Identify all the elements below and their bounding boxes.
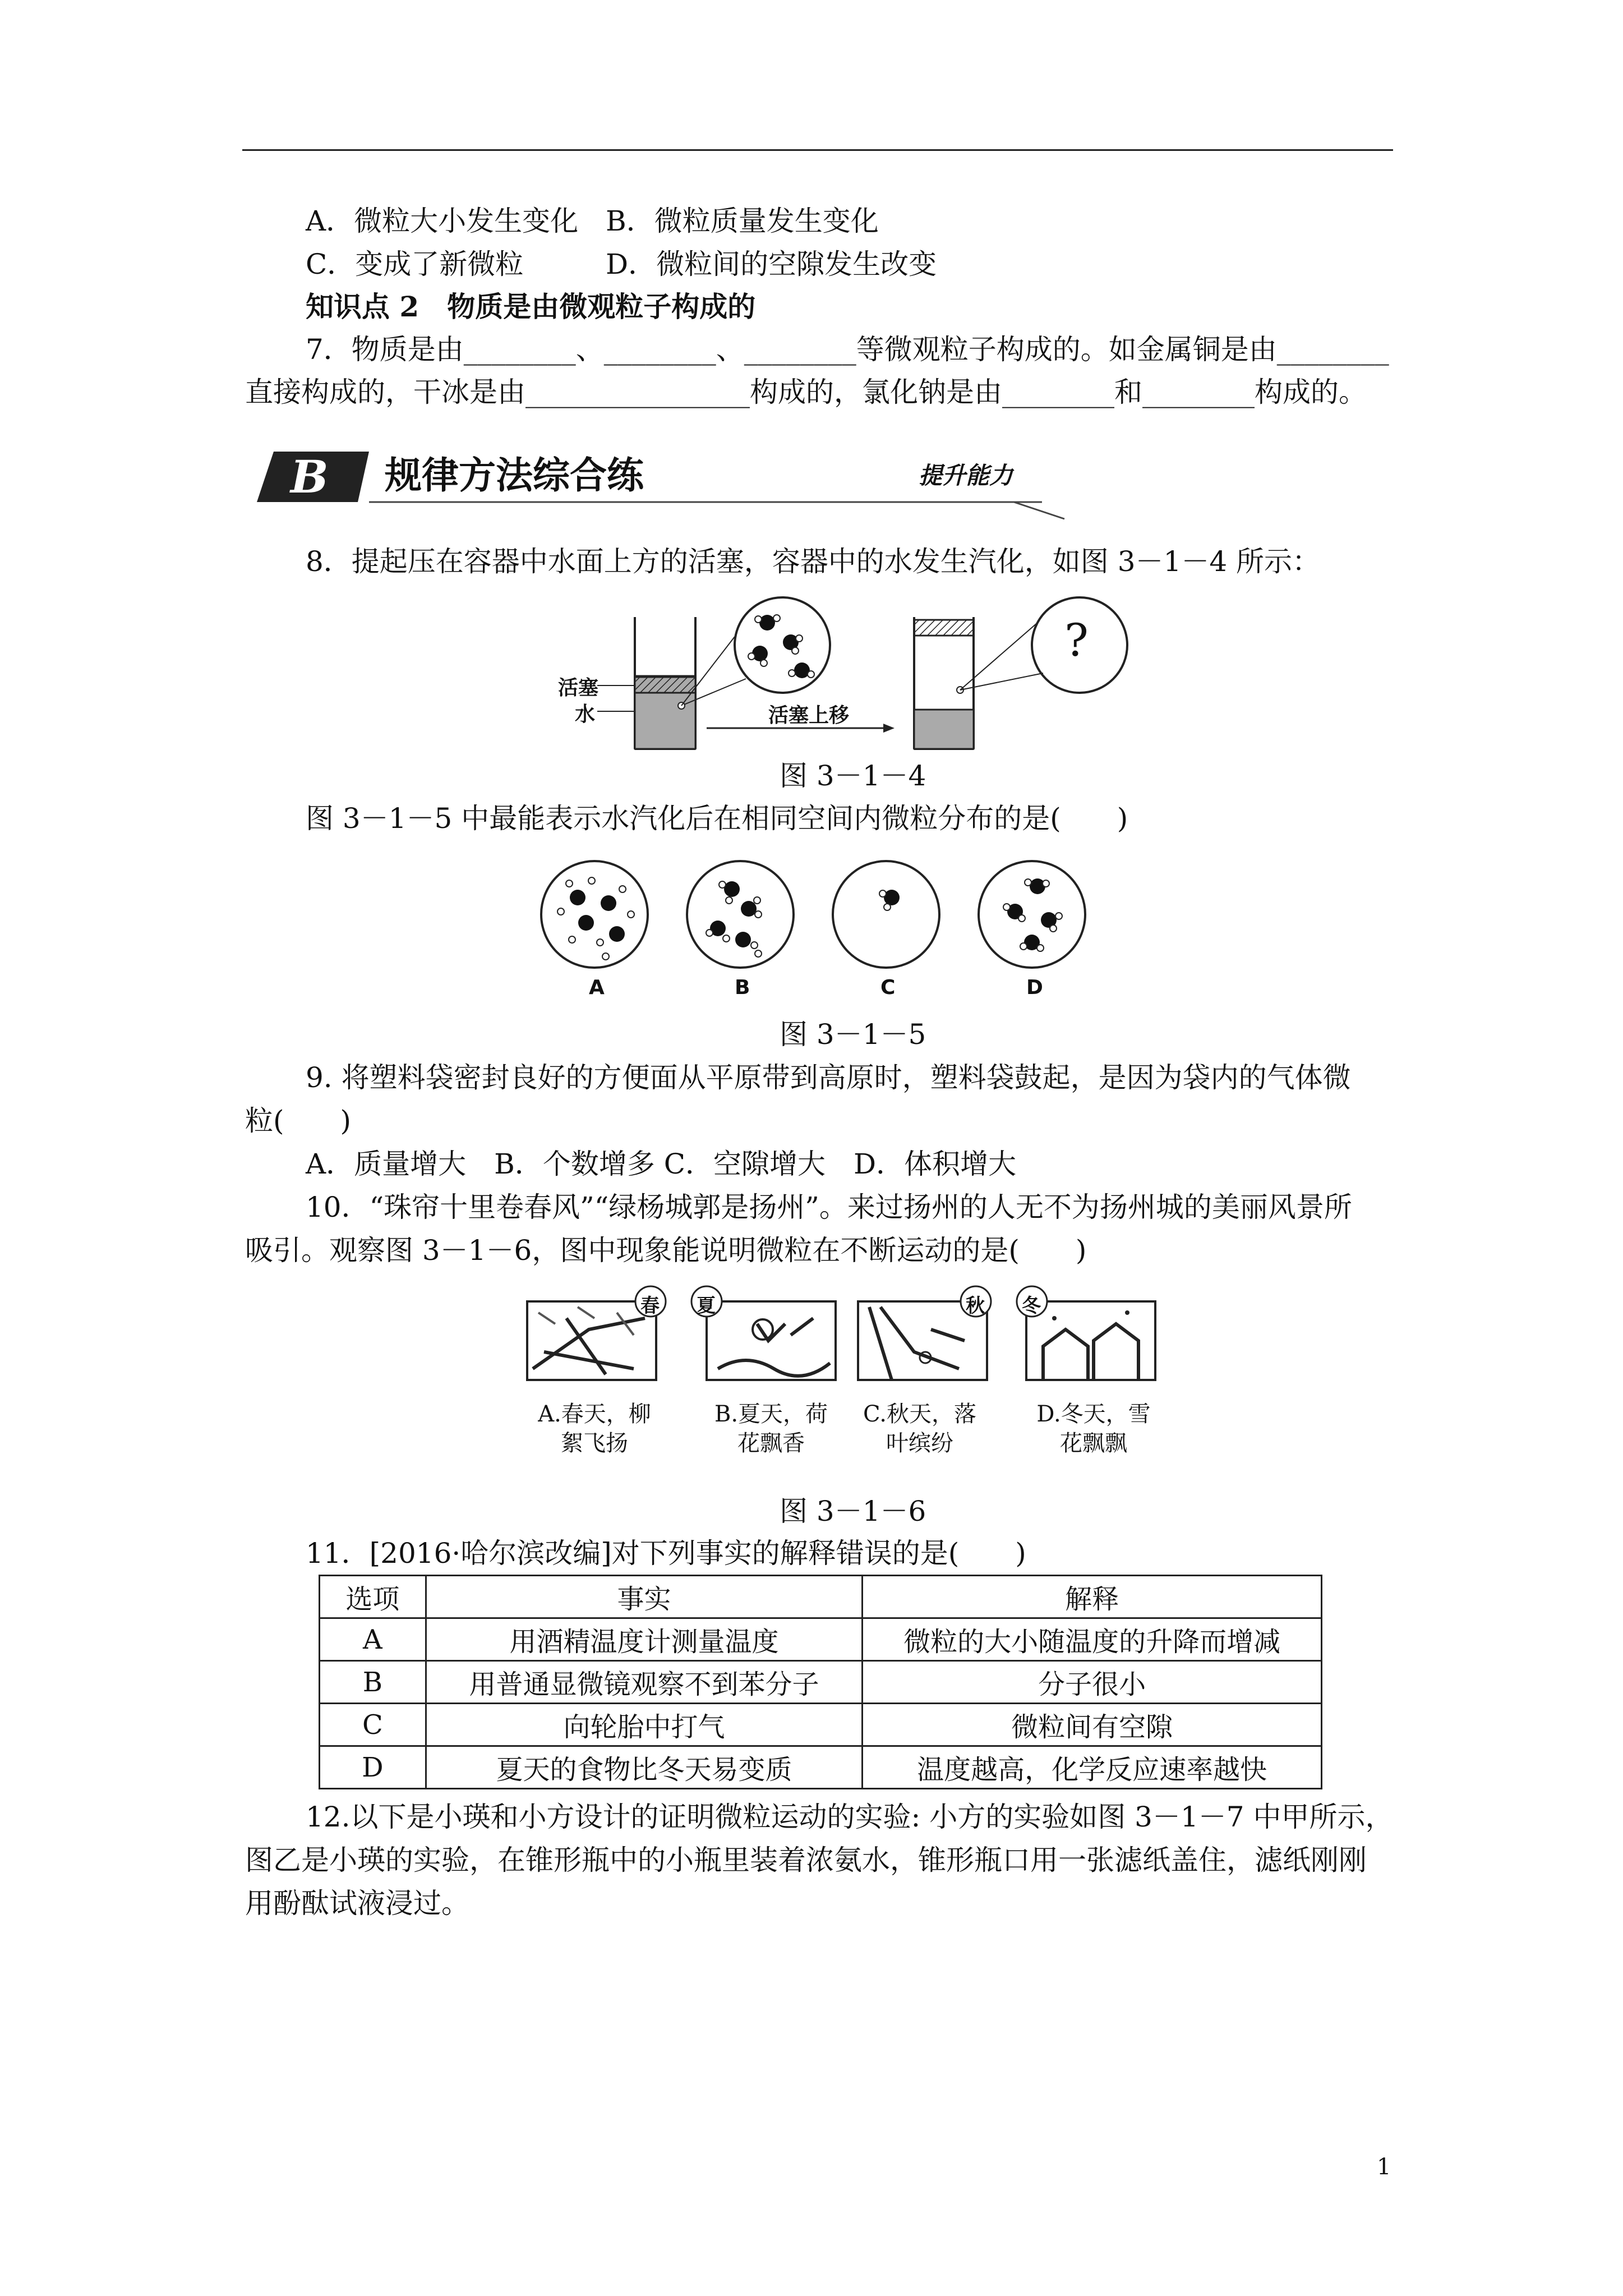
page-number: 1 [1377, 2154, 1391, 2180]
season-caption-b [709, 1400, 833, 1458]
q12-line-3: 用酚酞试液浸过。 [245, 1887, 469, 1920]
table-cell: 微粒的大小随温度的升降而增减 [863, 1618, 1322, 1661]
q6-option-a: A．微粒大小发生变化 [306, 205, 579, 237]
table-cell: A [320, 1618, 426, 1661]
table-cell: 微粒间有空隙 [863, 1704, 1322, 1746]
caption-d-line1: D.冬天，雪 [1036, 1401, 1151, 1427]
q6-option-d: D．微粒间的空隙发生改变 [606, 248, 937, 280]
table-cell: 向轮胎中打气 [426, 1704, 863, 1746]
table-cell: 温度越高，化学反应速率越快 [863, 1746, 1322, 1789]
fig5-label-c: C [880, 976, 896, 999]
table-row [320, 1746, 1322, 1789]
section-b-title: 规律方法综合练 [385, 454, 644, 497]
header-rule [242, 149, 1393, 151]
fig5-label-a: A [589, 976, 605, 999]
season-image-summer [707, 1301, 836, 1380]
q9-line-1: 9. 将塑料袋密封良好的方便面从平原带到高原时，塑料袋鼓起，是因为袋内的气体微 [306, 1061, 1351, 1094]
table-cell: 用普通显微镜观察不到苯分子 [426, 1661, 863, 1704]
season-caption-d [1032, 1400, 1155, 1458]
q6-option-b: B．微粒质量发生变化 [606, 205, 879, 237]
q12-line-2: 图乙是小瑛的实验，在锥形瓶中的小瓶里装着浓氨水，锥形瓶口用一张滤纸盖住，滤纸刚刚 [245, 1844, 1367, 1876]
season-badge-autumn: 秋 [966, 1295, 985, 1317]
table-header-cell: 选项 [320, 1576, 426, 1618]
figure-3-1-5 [538, 855, 1155, 1013]
season-badge-summer: 夏 [697, 1295, 716, 1317]
label-piston: 活塞 [558, 677, 599, 700]
knowledge-point-heading: 知识点 2 物质是由微观粒子构成的 [306, 290, 756, 323]
q9-line-2: 粒( ) [245, 1105, 352, 1137]
season-image-winter [1026, 1301, 1155, 1380]
question-mark: ? [1064, 614, 1089, 666]
section-b-letter: B [291, 450, 329, 503]
season-caption-c [858, 1400, 981, 1458]
table-header-cell: 解释 [863, 1576, 1322, 1618]
table-cell: 分子很小 [863, 1661, 1322, 1704]
q11-table [319, 1575, 1322, 1789]
q8-intro: 8．提起压在容器中水面上方的活塞，容器中的水发生汽化，如图 3－1－4 所示： [306, 545, 1321, 578]
left-container [635, 617, 695, 749]
q8-question: 图 3－1－5 中最能表示水汽化后在相同空间内微粒分布的是( ) [306, 802, 1128, 835]
q7-line-2: 直接构成的，干冰是由________________构成的，氯化钠是由________和________构成的。 [245, 376, 1367, 408]
fig-3-1-5-caption: 图 3－1－5 [780, 1018, 926, 1051]
fig-3-1-4-caption: 图 3－1－4 [780, 760, 926, 792]
q12-line-1: 12.以下是小瑛和小方设计的证明微粒运动的实验: 小方的实验如图 3－1－7 中甲所示， [306, 1801, 1394, 1833]
caption-c-line2: 叶缤纷 [886, 1430, 953, 1456]
table-cell: D [320, 1746, 426, 1789]
table-cell: 用酒精温度计测量温度 [426, 1618, 863, 1661]
table-cell: B [320, 1661, 426, 1704]
fig5-label-d: D [1026, 976, 1043, 999]
caption-a-line1: A.春天，柳 [538, 1401, 651, 1427]
right-container [914, 617, 974, 749]
q9-options: A．质量增大 B．个数增多 C．空隙增大 D．体积增大 [306, 1148, 1017, 1180]
caption-b-line1: B.夏天，荷 [714, 1401, 828, 1427]
season-badge-winter: 冬 [1022, 1295, 1041, 1317]
q6-option-c: C．变成了新微粒 [306, 248, 524, 280]
section-b-subtitle: 提升能力 [919, 462, 1013, 489]
caption-c-line1: C.秋天，落 [863, 1401, 976, 1427]
caption-b-line2: 花飘香 [737, 1430, 805, 1456]
table-cell: 夏天的食物比冬天易变质 [426, 1746, 863, 1789]
table-row [320, 1704, 1322, 1746]
caption-a-line2: 絮飞扬 [561, 1430, 628, 1456]
fig5-label-b: B [735, 976, 750, 999]
q10-line-2: 吸引。观察图 3－1－6，图中现象能说明微粒在不断运动的是( ) [245, 1234, 1087, 1267]
table-cell: C [320, 1704, 426, 1746]
q7-line-1: 7．物质是由________、________、________等微观粒子构成的。如金属铜是由________ [306, 333, 1389, 366]
table-header-row [320, 1576, 1322, 1618]
fig-3-1-6-caption: 图 3－1－6 [780, 1495, 926, 1527]
q10-line-1: 10．“珠帘十里卷春风”“绿杨城郭是扬州”。来过扬州的人无不为扬州城的美丽风景所 [306, 1191, 1352, 1223]
label-water: 水 [575, 703, 596, 726]
table-row [320, 1618, 1322, 1661]
season-badge-spring: 春 [640, 1295, 660, 1317]
table-header-cell: 事实 [426, 1576, 863, 1618]
q11-intro: 11．[2016·哈尔滨改编]对下列事实的解释错误的是( ) [306, 1537, 1026, 1570]
figure-3-1-4 [558, 589, 1178, 757]
season-image-spring [527, 1301, 656, 1380]
label-arrow: 活塞上移 [768, 704, 850, 727]
figure-3-1-6 [522, 1285, 1183, 1470]
season-caption-a [533, 1400, 656, 1458]
caption-d-line2: 花飘飘 [1060, 1430, 1127, 1456]
section-b-banner [257, 443, 1070, 522]
table-row [320, 1661, 1322, 1704]
